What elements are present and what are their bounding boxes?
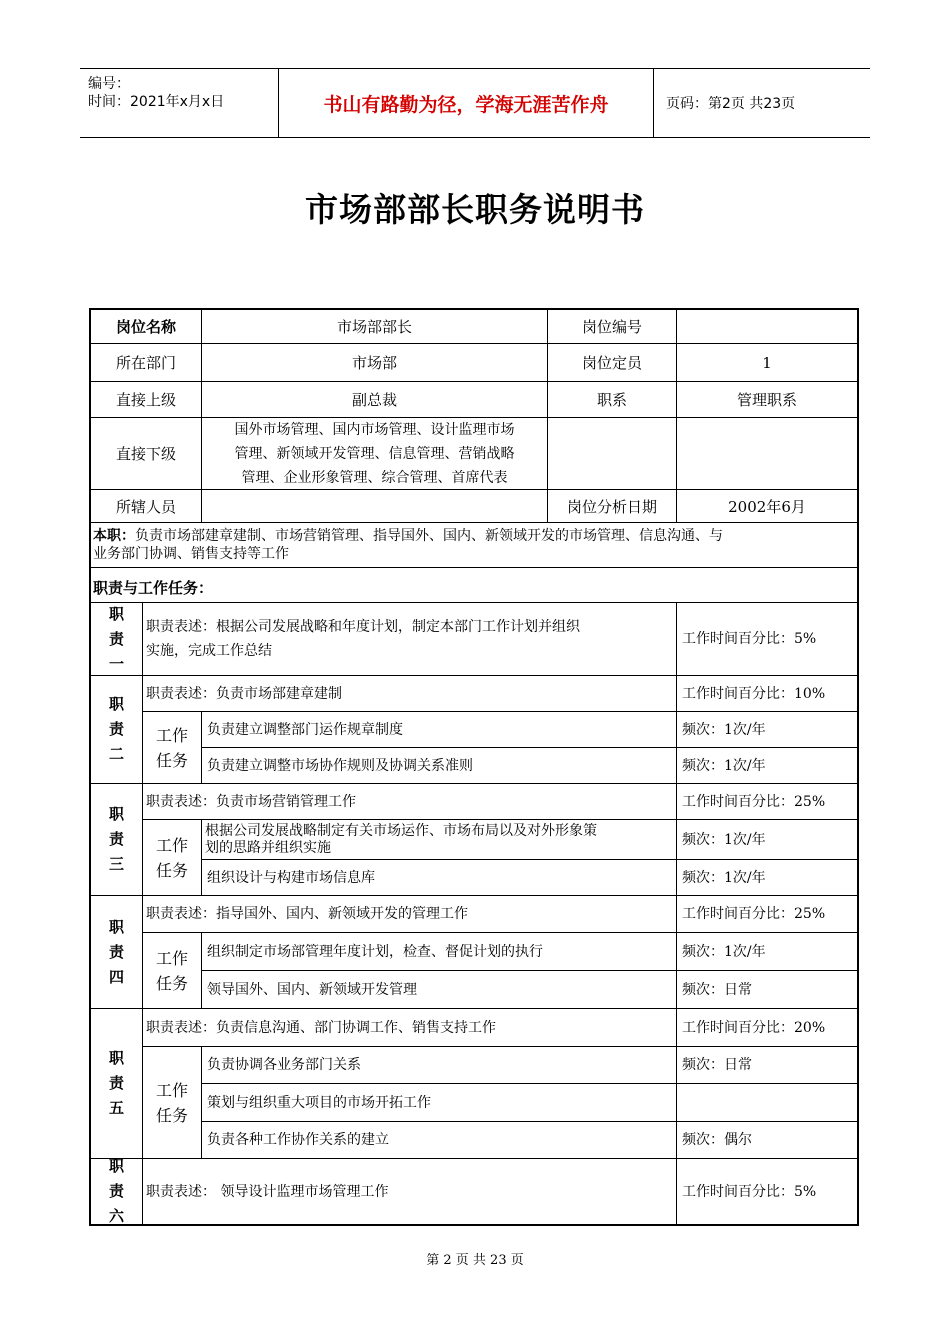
duty-label-char: 责: [108, 942, 124, 961]
quota-label: 岗位定员: [548, 344, 677, 382]
superior-label: 直接上级: [91, 382, 202, 418]
duty-label-char: 四: [108, 967, 124, 986]
duty-description-line: 职责表述：根据公司发展战略和年度计划，制定本部门工作计划并组织: [146, 619, 580, 635]
task-text-line: 根据公司发展战略制定有关市场运作、市场布局以及对外形象策: [205, 822, 597, 839]
post-name-value: 市场部部长: [202, 310, 548, 344]
duty-label-char: 责: [108, 1182, 124, 1200]
duty-label-char: 责: [108, 830, 124, 848]
duty-label-char: 职: [108, 1157, 124, 1175]
analysis-date-value: 2002年6月: [677, 490, 857, 523]
duty-label-char: 责: [108, 629, 124, 648]
post-no-label: 岗位编号: [548, 310, 677, 344]
job-description-table: [89, 308, 859, 1226]
dept-label: 所在部门: [91, 344, 202, 382]
task-text: 负责建立调整部门运作规章制度: [202, 712, 677, 748]
duty-summary-label: 本职：: [93, 528, 135, 544]
duty-label-char: 职: [108, 917, 124, 936]
duty-summary-line: 业务部门协调、销售支持等工作: [93, 546, 289, 562]
task-frequency: 频次：1次/年: [677, 712, 857, 748]
duty-label-char: 职: [108, 604, 124, 623]
duty-label-char: 五: [108, 1099, 124, 1117]
analysis-date-label: 岗位分析日期: [548, 490, 677, 523]
duty-label-char: 责: [108, 720, 124, 738]
task-label-line: 任务: [155, 973, 188, 993]
duty-label-char: 职: [108, 805, 124, 823]
task-text-line: 划的思路并组织实施: [205, 839, 331, 856]
subordinate-line: 管理、新领域开发管理、信息管理、营销战略: [234, 445, 515, 462]
page-info: 页码：第2页 共23页: [666, 96, 796, 112]
duty-summary-line: [93, 527, 723, 545]
task-label: [143, 933, 202, 1009]
duty-label: [91, 784, 143, 896]
subordinate-list: [202, 418, 548, 490]
duty-label-char: 责: [108, 1074, 124, 1092]
duty-description-line: 实施，完成工作总结: [146, 643, 272, 659]
duty-description: 职责表述：负责信息沟通、部门协调工作、销售支持工作: [143, 1009, 677, 1047]
number-label: 编号：: [88, 76, 130, 92]
duty-label: [91, 1159, 143, 1224]
series-label: 职系: [548, 382, 677, 418]
task-label-line: 工作: [155, 725, 188, 745]
duty-label: [91, 1009, 143, 1159]
duty-label: [91, 676, 143, 784]
task-frequency: 频次：1次/年: [677, 933, 857, 971]
task-frequency: [677, 1084, 857, 1122]
task-text: [202, 820, 677, 860]
time-share: 工作时间百分比：25%: [677, 784, 857, 820]
post-no-value: [677, 310, 857, 344]
duty-description: [143, 603, 677, 676]
superior-value: 副总裁: [202, 382, 548, 418]
duty-label: [91, 603, 143, 676]
duty-summary-text: 负责市场部建章建制、市场营销管理、指导国外、国内、新领域开发的市场管理、信息沟通、与: [135, 528, 723, 544]
task-frequency: 频次：1次/年: [677, 820, 857, 860]
subordinate-label: 直接下级: [91, 418, 202, 490]
duty-description: 职责表述：负责市场营销管理工作: [143, 784, 677, 820]
task-label: [143, 820, 202, 896]
task-text: 组织设计与构建市场信息库: [202, 860, 677, 896]
time-share: 工作时间百分比：10%: [677, 676, 857, 712]
duty-label-char: 职: [108, 1049, 124, 1067]
header-meta: [80, 69, 279, 137]
duty-label-char: 职: [108, 695, 124, 713]
page-header: [80, 68, 870, 138]
quota-value: 1: [677, 344, 857, 382]
task-frequency: 频次：偶尔: [677, 1122, 857, 1159]
staff-label: 所辖人员: [91, 490, 202, 523]
duty-label: [91, 896, 143, 1009]
duty-label-char: 六: [108, 1207, 124, 1225]
time-share: 工作时间百分比：20%: [677, 1009, 857, 1047]
task-label-line: 任务: [155, 750, 188, 770]
post-name-label: 岗位名称: [91, 310, 202, 344]
task-label-line: 任务: [155, 860, 188, 880]
task-label-line: 任务: [155, 1105, 188, 1125]
duty-description: 职责表述：负责市场部建章建制: [143, 676, 677, 712]
task-frequency: 频次：1次/年: [677, 748, 857, 784]
motto: 书山有路勤为径，学海无涯苦作舟: [279, 69, 654, 137]
time-share: 工作时间百分比：5%: [677, 603, 857, 676]
empty-cell: [677, 418, 857, 490]
empty-cell: [548, 418, 677, 490]
document-title: 市场部部长职务说明书: [305, 190, 645, 229]
task-label: [143, 1047, 202, 1159]
task-frequency: 频次：1次/年: [677, 860, 857, 896]
duty-description: 职责表述： 领导设计监理市场管理工作: [143, 1159, 677, 1224]
time-share: 工作时间百分比：5%: [682, 1183, 817, 1200]
task-text: 策划与组织重大项目的市场开拓工作: [202, 1084, 677, 1122]
task-frequency: 频次：日常: [677, 1047, 857, 1084]
task-label-line: 工作: [155, 948, 188, 968]
time-share: 工作时间百分比：25%: [677, 896, 857, 933]
dept-value: 市场部: [202, 344, 548, 382]
task-frequency: 频次：日常: [677, 971, 857, 1009]
series-value: 管理职系: [677, 382, 857, 418]
task-text: 负责建立调整市场协作规则及协调关系准则: [202, 748, 677, 784]
time-label: 时间：2021年x月x日: [88, 94, 225, 110]
subordinate-line: 管理、企业形象管理、综合管理、首席代表: [241, 469, 508, 486]
task-label-line: 工作: [155, 1080, 188, 1100]
page-footer: 第 2 页 共 23 页: [426, 1253, 524, 1268]
duty-label-char: 二: [108, 745, 124, 763]
task-text: 负责协调各业务部门关系: [202, 1047, 677, 1084]
task-label-line: 工作: [155, 835, 188, 855]
subordinate-line: 国外市场管理、国内市场管理、设计监理市场: [234, 421, 515, 438]
tasks-heading: 职责与工作任务：: [91, 568, 857, 603]
duty-description: 职责表述：指导国外、国内、新领域开发的管理工作: [143, 896, 677, 933]
task-text: 领导国外、国内、新领域开发管理: [202, 971, 677, 1009]
duty-label-char: 三: [108, 855, 124, 873]
staff-value: [202, 490, 548, 523]
task-text: 负责各种工作协作关系的建立: [202, 1122, 677, 1159]
task-label: [143, 712, 202, 784]
task-text: 组织制定市场部管理年度计划，检查、督促计划的执行: [202, 933, 677, 971]
duty-label-char: 一: [108, 654, 124, 673]
duty-summary: [91, 523, 857, 568]
